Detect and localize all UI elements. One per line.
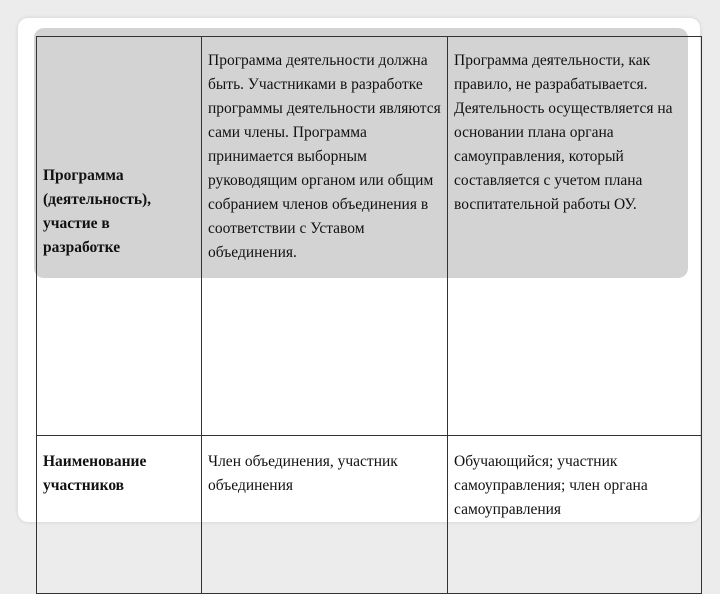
row-header-line: (деятельность), [43,191,152,208]
cell-participants-col2: Член объединения, участник объединения [202,436,448,594]
row-header-participants [37,436,202,594]
cell-program-col3: Программа деятельности, как правило, не разрабатывается. Деятельность осуществляется на основании плана органа самоуправления, который составляется с учетом плана воспитательной работы ОУ. [448,37,702,436]
row-header-line: разработке [43,239,121,256]
row-header-line: Наименование [43,453,147,470]
row-header-line: участников [43,477,125,494]
cell-program-col2: Программа деятельности должна быть. Участниками в разработке программы деятельности являются сами члены. Программа принимается выборным руководящим органом или общим собранием членов объединения в соответствии с Уставом объединения. [202,37,448,436]
row-header-line: участие в [43,215,110,232]
table-row [37,37,702,436]
cell-participants-col3: Обучающийся; участник самоуправления; член органа самоуправления [448,436,702,594]
row-header-program [37,37,202,436]
table-row [37,436,702,594]
comparison-table [36,36,702,594]
row-header-line: Программа [43,167,124,184]
